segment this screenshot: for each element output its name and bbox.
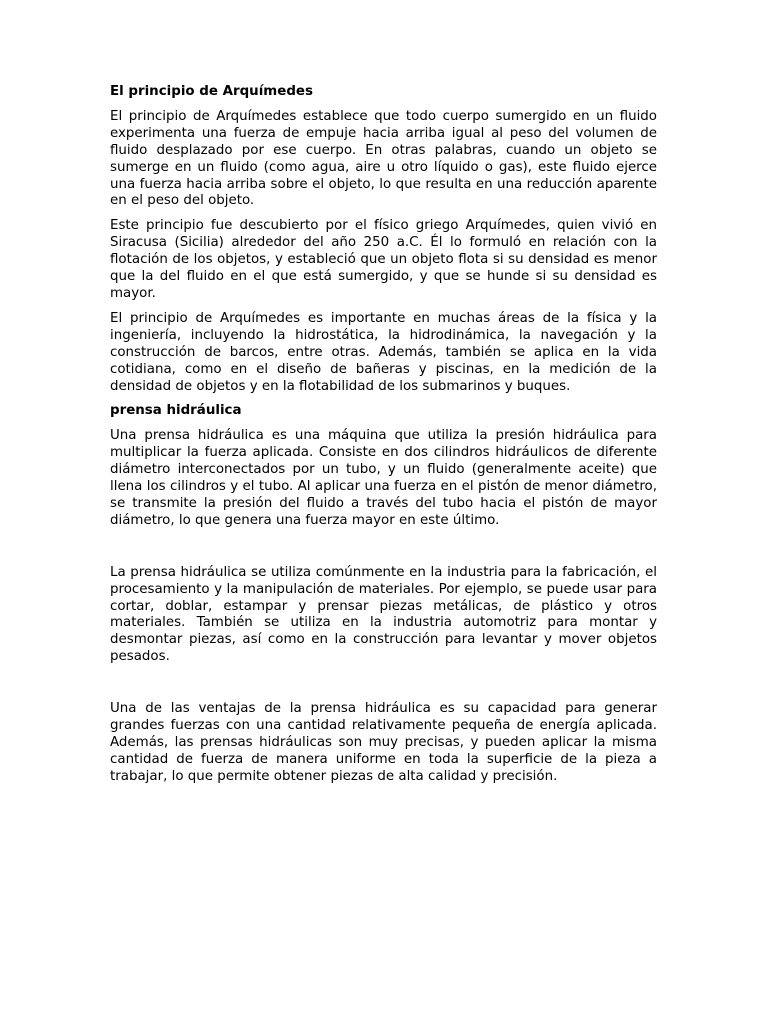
paragraph-arquimedes-definition: El principio de Arquímedes establece que todo cuerpo sumergido en un fluido experimenta una fuerza de empuje hacia arriba igual al peso del volumen de fluido desplazado por ese cuerpo. En otras palabras, cuando un objeto se sumerge en un fluido (como agua, aire u otro líquido o gas), este fluido ejerce una fuerza hacia arriba sobre el objeto, lo que resulta en una reducción aparente en el peso del objeto. — [110, 108, 657, 209]
paragraph-prensa-uses: La prensa hidráulica se utiliza comúnmente en la industria para la fabricación, el procesamiento y la manipulación de materiales. Por ejemplo, se puede usar para cortar, doblar, estampar y prensar piezas metálicas, de plástico y otros materiales. También se utiliza en la industria automotriz para montar y desmontar piezas, así como en la construcción para levantar y mover objetos pesados. — [110, 564, 657, 665]
blank-line — [110, 538, 657, 565]
section-title-prensa: prensa hidráulica — [110, 403, 242, 419]
blank-line — [110, 674, 657, 701]
document-page — [110, 84, 657, 794]
paragraph-arquimedes-applications: El principio de Arquímedes es importante en muchas áreas de la física y la ingeniería, incluyendo la hidrostática, la hidrodinámica, la navegación y la construcción de barcos, entre otras. Además, también se aplica en la vida cotidiana, como en el diseño de bañeras y piscinas, en la medición de la densidad de objetos y en la flotabilidad de los submarinos y buques. — [110, 310, 657, 394]
paragraph-arquimedes-history: Este principio fue descubierto por el físico griego Arquímedes, quien vivió en Siracusa (Sicilia) alrededor del año 250 a.C. Él lo formuló en relación con la flotación de los objetos, y estableció que un objeto flota si su densidad es menor que la del fluido en el que está sumergido, y que se hunde si su densidad es mayor. — [110, 218, 657, 301]
paragraph-prensa-definition: Una prensa hidráulica es una máquina que utiliza la presión hidráulica para multiplicar la fuerza aplicada. Consiste en dos cilindros hidráulicos de diferente diámetro interconectados por un tubo, y un fluido (generalmente aceite) que llena los cilindros y el tubo. Al aplicar una fuerza en el pistón de menor diámetro, se transmite la presión del fluido a través del tubo hacia el pistón de mayor diámetro, lo que genera una fuerza mayor en este último. — [110, 428, 657, 528]
section-title-arquimedes: El principio de Arquímedes — [110, 84, 313, 99]
paragraph-prensa-advantages: Una de las ventajas de la prensa hidráulica es su capacidad para generar grandes fuerzas con una cantidad relativamente pequeña de energía aplicada. Además, las prensas hidráulicas son muy precisas, y pueden aplicar la misma cantidad de fuerza de manera uniforme en toda la superficie de la pieza a trabajar, lo que permite obtener piezas de alta calidad y precisión. — [110, 701, 657, 784]
